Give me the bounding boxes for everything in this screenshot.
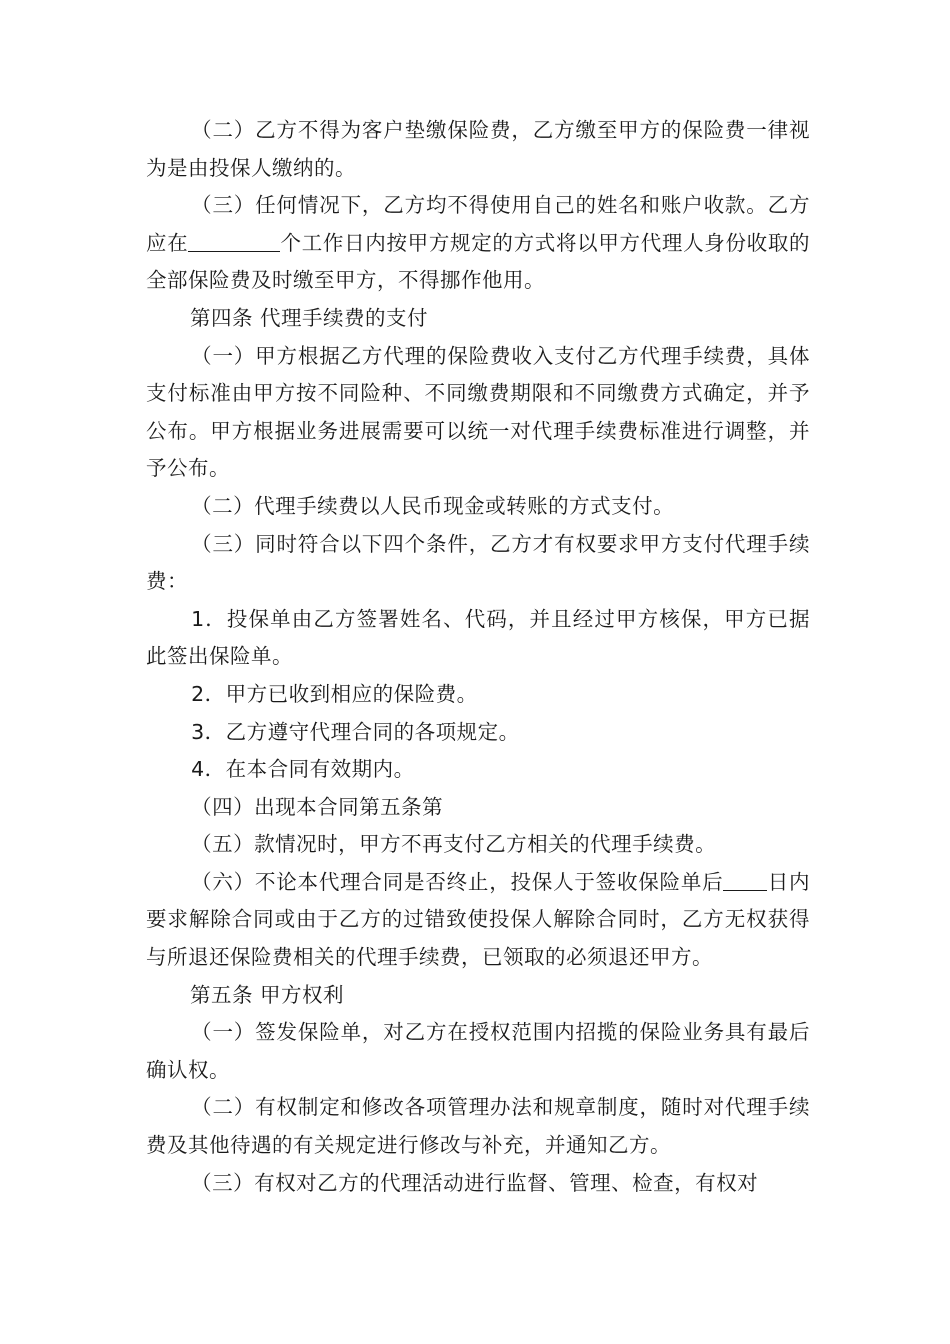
paragraph-text: 1．投保单由乙方签署姓名、代码，并且经过甲方核保，甲方已据此签出保险单。 [146,606,810,669]
condition-item-4 [146,751,810,789]
paragraph-text: （六）不论本代理合同是否终止，投保人于签收保险单后 [191,869,724,894]
paragraph-clause-four [146,789,810,827]
paragraph-rules-revision [146,1089,810,1164]
condition-item-2 [146,676,810,714]
paragraph-text: （三）有权对乙方的代理活动进行监督、管理、检查，有权对 [191,1170,759,1195]
paragraph-text: 3．乙方遵守代理合同的各项规定。 [191,719,520,744]
paragraph-text: 2．甲方已收到相应的保险费。 [191,681,478,706]
paragraph-text: （二）代理手续费以人民币现金或转账的方式支付。 [191,493,675,518]
paragraph-supervision [146,1165,810,1203]
paragraph-text: 4．在本合同有效期内。 [191,757,415,782]
paragraph-text: 个工作日内按甲方规定的方式将以甲方代理人身份收取的全部保险费及时缴至甲方，不得挪作他用。 [146,230,811,293]
heading-text: 第五条 甲方权利 [190,982,345,1007]
paragraph-clause-five [146,826,810,864]
paragraph-text: 日内要求解除合同或由于乙方的过错致使投保人解除合同时，乙方无权获得与所退还保险费相关的代理手续费，已领取的必须退还甲方。 [146,869,811,970]
paragraph-text: （三）同时符合以下四个条件，乙方才有权要求甲方支付代理手续费： [146,531,810,594]
fill-in-blank-days [723,869,767,892]
heading-text: 第四条 代理手续费的支付 [190,305,429,330]
paragraph-text: （一）甲方根据乙方代理的保险费收入支付乙方代理手续费，具体支付标准由甲方按不同险种、不同缴费期限和不同缴费方式确定，并予公布。甲方根据业务进展需要可以统一对代理手续费标准进行调整，并予公布。 [146,343,810,481]
paragraph-no-personal-account [146,187,810,300]
article-five-heading [146,977,810,1015]
paragraph-text: （二）乙方不得为客户垫缴保险费，乙方缴至甲方的保险费一律视为是由投保人缴纳的。 [146,118,810,180]
document-page [146,112,810,1202]
paragraph-text: （四）出现本合同第五条第 [191,794,444,819]
paragraph-issue-policy [146,1014,810,1089]
paragraph-no-advance-payment [146,112,810,187]
paragraph-four-conditions [146,526,810,601]
condition-item-1 [146,601,810,676]
paragraph-text: （二）有权制定和修改各项管理办法和规章制度，随时对代理手续费及其他待遇的有关规定进行修改与补充，并通知乙方。 [146,1095,810,1158]
paragraph-text: （五）款情况时，甲方不再支付乙方相关的代理手续费。 [191,832,717,857]
paragraph-fee-standard [146,338,810,488]
paragraph-payment-method [146,488,810,526]
condition-item-3 [146,714,810,752]
paragraph-text: （三）任何情况下，乙方均不得使用自己的姓名和账户收款。乙方应在 [146,193,810,255]
fill-in-blank-days [188,230,280,253]
paragraph-cancellation [146,864,810,977]
paragraph-text: （一）签发保险单，对乙方在授权范围内招揽的保险业务具有最后确认权。 [146,1020,810,1082]
article-four-heading [146,300,810,338]
